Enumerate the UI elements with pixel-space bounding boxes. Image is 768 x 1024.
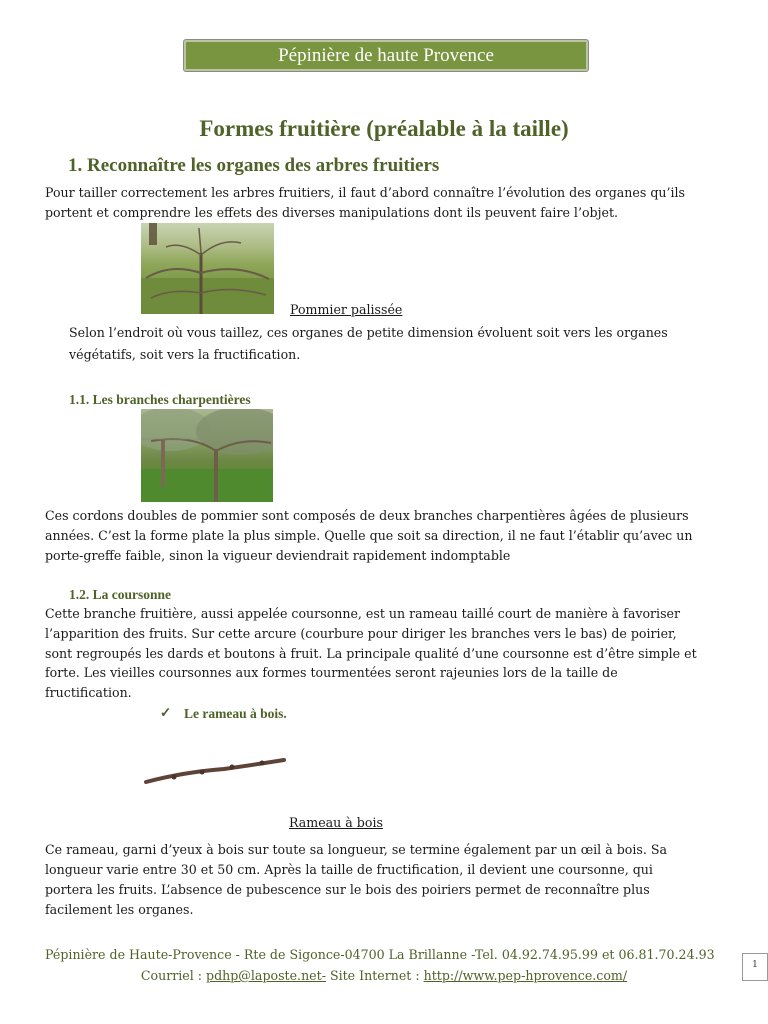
section-1-2-heading: 1.2. La coursonne — [69, 587, 172, 602]
photo-pommier-palisse — [141, 223, 274, 314]
coursonne-line-4: forte. Les vieilles coursonnes aux formes tourmentées seront rajeunies lors de la taille de — [45, 665, 618, 680]
coursonne-line-2: l’apparition des fruits. Sur cette arcure (courbure pour diriger les branches vers le bas) de poirier, — [45, 626, 677, 641]
para2-line-1: Selon l’endroit où vous taillez, ces organes de petite dimension évoluent soit vers les organes — [69, 325, 668, 340]
footer-site-label: Site Internet : — [325, 968, 424, 983]
branches-line-1: Ces cordons doubles de pommier sont composés de deux branches charpentières âgées de plusieurs — [45, 508, 689, 523]
para2-line-2: végétatifs, soit vers la fructification. — [69, 347, 301, 362]
footer-courriel-label: Courriel : — [140, 968, 207, 983]
page-number: 1 — [742, 953, 768, 981]
caption-pommier-palisse: Pommier palissée — [290, 302, 403, 317]
coursonne-line-5: fructification. — [45, 685, 132, 700]
coursonne-line-3: sont regroupés les dards et boutons à fruit. La principale qualité d’une coursonne est d’être simple et — [45, 646, 697, 661]
caption-rameau-a-bois: Rameau à bois — [289, 815, 383, 830]
footer-contact — [0, 968, 768, 983]
photo-rameau-a-bois — [144, 752, 286, 786]
page-title: Formes fruitière (préalable à la taille) — [199, 116, 569, 141]
branches-line-2: années. C’est la forme plate la plus simple. Quelle que soit sa direction, il ne faut l’établir qu’avec un — [45, 528, 693, 543]
header-banner: Pépinière de haute Provence — [184, 40, 588, 71]
photo-branches-charpentieres — [141, 409, 273, 502]
footer-address: Pépinière de Haute-Provence - Rte de Sigonce-04700 La Brillanne -Tel. 04.92.74.95.99 et 06.81.70.24.93 — [45, 947, 715, 962]
footer-site-link[interactable]: http://www.pep-hprovence.com/ — [423, 968, 628, 983]
cordon-illustration — [141, 409, 273, 502]
checkmark-icon: ✓ — [160, 705, 172, 720]
section-1-heading: 1. Reconnaître les organes des arbres fruitiers — [68, 155, 440, 176]
tree-illustration — [141, 223, 274, 314]
rameau-line-2: longueur varie entre 30 et 50 cm. Après la taille de fructification, il devient une coursonne, qui — [45, 862, 653, 877]
intro-line-1: Pour tailler correctement les arbres fruitiers, il faut d’abord connaître l’évolution des organes qu’ils — [45, 185, 686, 200]
rameau-line-1: Ce rameau, garni d’yeux à bois sur toute sa longueur, se termine également par un œil à bois. Sa — [45, 842, 667, 857]
coursonne-line-1: Cette branche fruitière, aussi appelée coursonne, est un rameau taillé court de manière à favoriser — [45, 606, 681, 621]
rameau-line-4: facilement les organes. — [45, 902, 194, 917]
bullet-rameau-a-bois: Le rameau à bois. — [184, 706, 287, 721]
intro-line-2: portent et comprendre les effets des diverses manipulations dont ils peuvent faire l’objet. — [45, 205, 619, 220]
rameau-line-3: portera les fruits. L’absence de pubescence sur le bois des poiriers permet de reconnaître plus — [45, 882, 650, 897]
branches-line-3: porte-greffe faible, sinon la vigueur deviendrait rapidement indomptable — [45, 548, 511, 563]
twig-illustration — [144, 752, 286, 786]
footer-email-link[interactable]: pdhp@laposte.net- — [206, 968, 326, 983]
section-1-1-heading: 1.1. Les branches charpentières — [69, 392, 251, 407]
